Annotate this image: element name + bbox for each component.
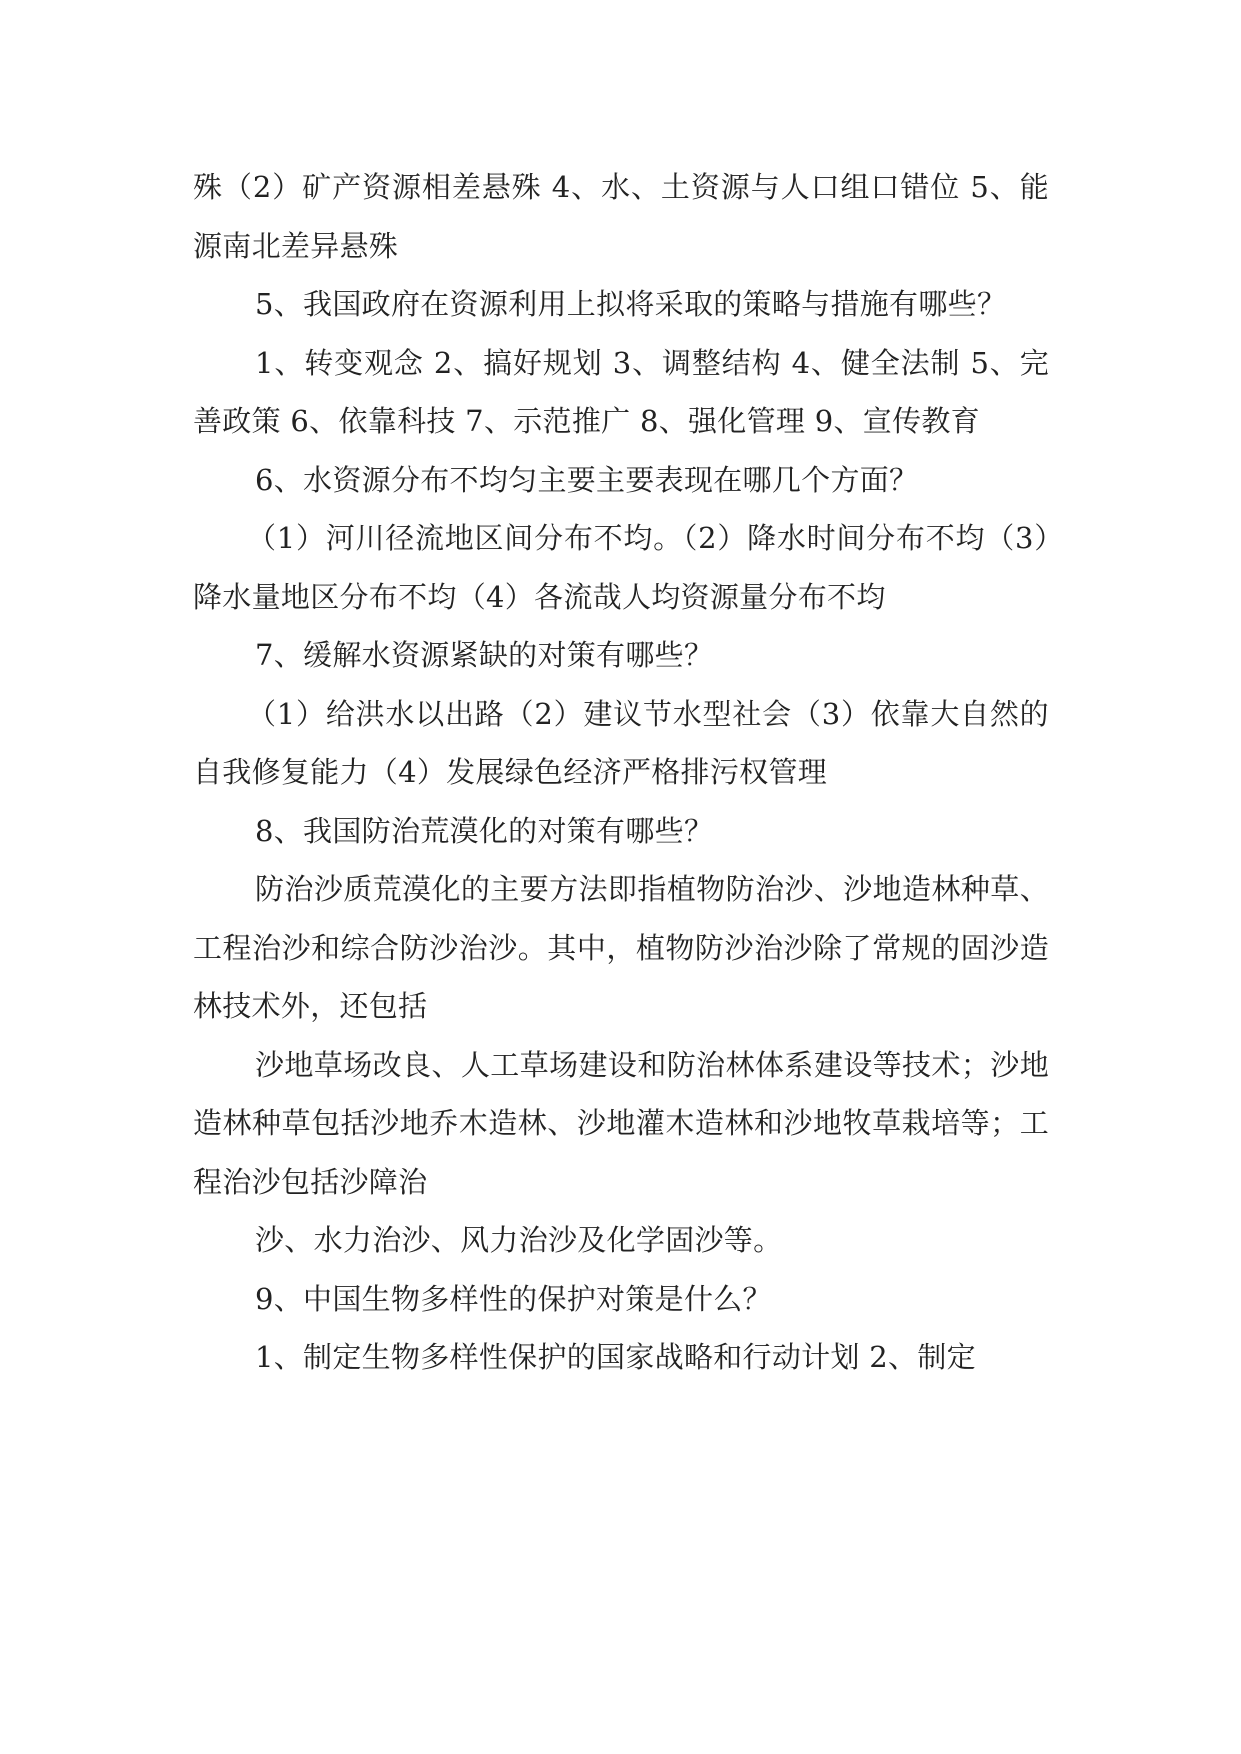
answer-6: （1）河川径流地区间分布不均。（2）降水时间分布不均（3）降水量地区分布不均（4）各流哉人均资源量分布不均 xyxy=(193,521,1049,614)
paragraph-continuation: 殊（2）矿产资源相差悬殊 4、水、土资源与人口组口错位 5、能源南北差异悬殊 xyxy=(193,170,1049,263)
answer-8-part-2: 沙地草场改良、人工草场建设和防治林体系建设等技术；沙地造林种草包括沙地乔木造林、沙地灌木造林和沙地牧草栽培等；工程治沙包括沙障治 xyxy=(193,1047,1049,1199)
question-9: 9、中国生物多样性的保护对策是什么？ xyxy=(255,1281,772,1316)
answer-8-part-3: 沙、水力治沙、风力治沙及化学固沙等。 xyxy=(255,1223,783,1257)
question-7: 7、缓解水资源紧缺的对策有哪些？ xyxy=(255,638,714,672)
question-8: 8、我国防治荒漠化的对策有哪些？ xyxy=(255,813,714,848)
answer-7: （1）给洪水以出路（2）建议节水型社会（3）依靠大自然的自我修复能力（4）发展绿色经济严格排污权管理 xyxy=(193,696,1049,789)
answer-5: 1、转变观念 2、搞好规划 3、调整结构 4、健全法制 5、完善政策 6、依靠科技 7、示范推广 8、强化管理 9、宣传教育 xyxy=(193,345,1049,438)
question-6: 6、水资源分布不均匀主要主要表现在哪几个方面？ xyxy=(255,462,919,497)
document-body xyxy=(193,158,1049,1387)
answer-9: 1、制定生物多样性保护的国家战略和行动计划 2、制定 xyxy=(255,1340,976,1374)
answer-8-part-1: 防治沙质荒漠化的主要方法即指植物防治沙、沙地造林种草、工程治沙和综合防沙治沙。其中，植物防沙治沙除了常规的固沙造林技术外，还包括 xyxy=(193,872,1049,1023)
question-5: 5、我国政府在资源利用上拟将采取的策略与措施有哪些？ xyxy=(255,287,1007,321)
